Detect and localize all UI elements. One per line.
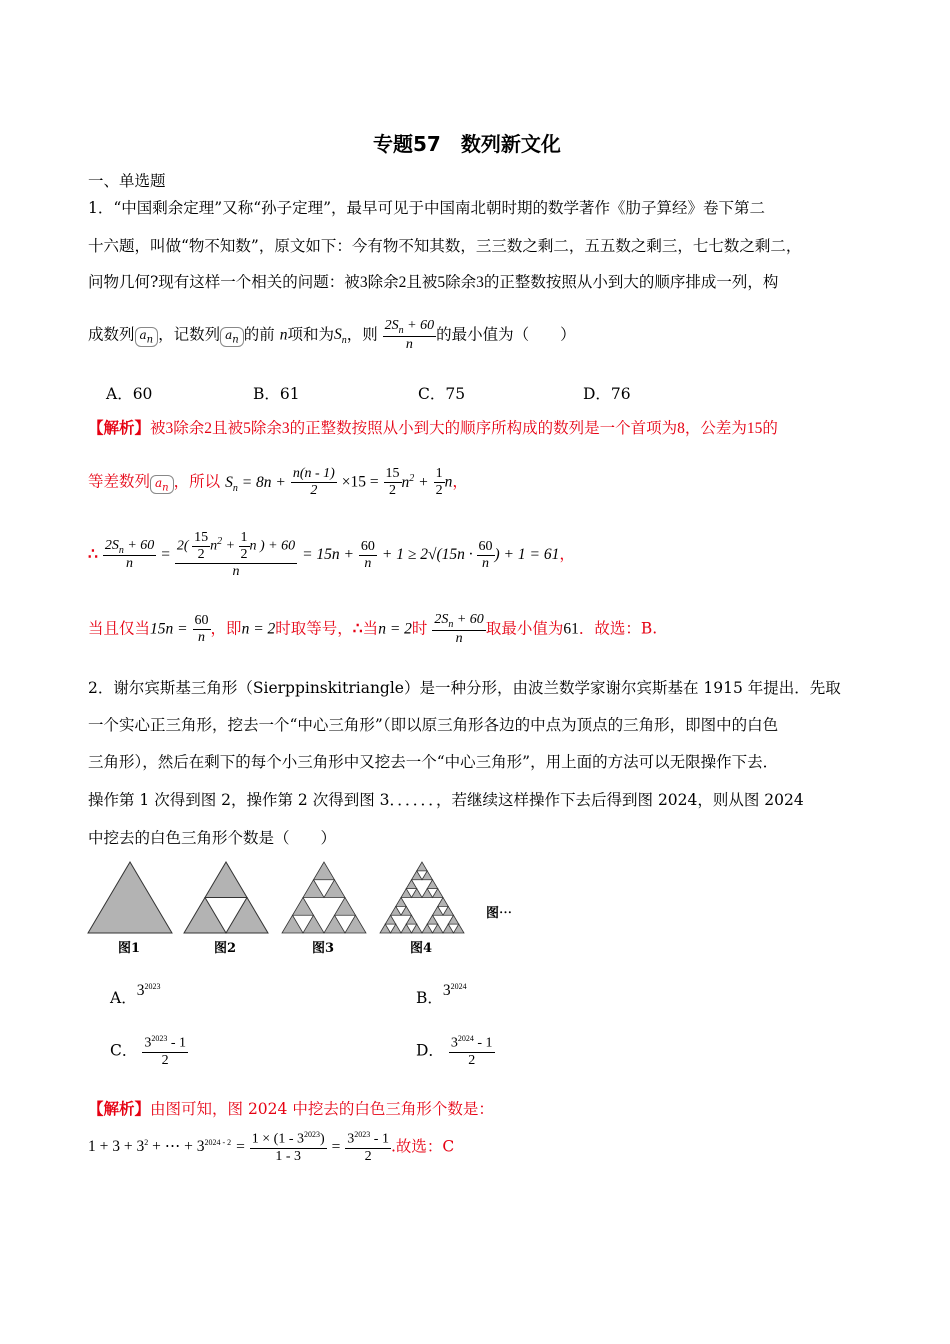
figure-label-1: 图1: [118, 941, 141, 956]
q2-option-c: C． $\frac{3^{2023} - 1}{2}$: [110, 1034, 186, 1068]
page-title: 专题57 数列新文化: [373, 132, 561, 156]
q2-line2: 一个实心正三角形，挖去一个“中心三角形”（即以原三角形各边的中点为顶点的三角形，即图中的白色: [88, 716, 779, 734]
q2-solution-line1: 【解析】由图可知，图 2024 中挖去的白色三角形个数是：: [88, 1099, 494, 1118]
q1-option-c: C．75: [418, 385, 466, 403]
section-heading: 一、单选题: [88, 172, 166, 190]
sierpinski-figure: [86, 858, 526, 958]
q2-line5: 中挖去的白色三角形个数是（ ）: [88, 829, 337, 847]
q1-line4: 成数列 $a_n$ ，记数列 $a_n$ 的前 n项和为$S_n$，则 $\frac{2S_n + 60}{n}$ 的最小值为（ ）: [88, 318, 576, 352]
q1-option-a: A．60: [106, 385, 153, 403]
figure-label-3: 图3: [312, 941, 335, 956]
q2-option-b: B．$3^{2024}$: [416, 981, 467, 1007]
q1-option-b: B．61: [253, 385, 300, 403]
q2-line4: 操作第 1 次得到图 2，操作第 2 次得到图 3．．．．．．，若继续这样操作下去后得到图 2024，则从图 2024: [88, 791, 804, 809]
figure-label-2: 图2: [214, 941, 237, 956]
q2-option-a: A．$3^{2023}$: [110, 981, 161, 1007]
q2-line1: 2．谢尔宾斯基三角形（Sierppinskitriangle）是一种分形，由波兰数学家谢尔宾斯基在 1915 年提出．先取: [88, 679, 841, 697]
q1-solution-line4: 当且仅当15n = $\frac{60}{n}$ ，即n = 2时取等号，∴当n = 2时 $\frac{2S_n + 60}{n}$ 取最小值为61．故选：B.: [88, 612, 658, 646]
sierpinski-fig2: [184, 862, 268, 933]
sierpinski-fig3: [282, 862, 366, 933]
q2-solution-formula: $1 + 3 + 3^2$ + ⋯ + $3^{2024 - 2}$ = $\frac{1 \times (1 - 3^{2023})}{1 - 3}$ = $\frac{3^{2023} - 1}{2}$ .故选：C: [88, 1130, 455, 1164]
q1-option-d: D．76: [583, 385, 631, 403]
q1-solution-line2: 等差数列 $a_n$ ，所以 $S_n = 8n$ + $\frac{n(n - 1)}{2}$ ×15 = $\frac{15}{2}$ $n^2$ + $\frac{1}{2}$ n，: [88, 466, 468, 498]
q1-line1: 1．“中国剩余定理”又称“孙子定理”，最早可见于中国南北朝时期的数学著作《肋子算经》卷下第二: [88, 199, 766, 217]
figure-label-more: 图⋯: [486, 906, 513, 921]
sierpinski-fig1: [88, 862, 172, 933]
q2-line3: 三角形），然后在剩下的每个小三角形中又挖去一个“中心三角形”，用上面的方法可以无限操作下去．: [88, 753, 779, 771]
q1-solution-line3: ∴ $\frac{2S_n + 60}{n}$ = 2( $\frac{15}{2}$ $n^2$ + $\frac{1}{2}$ n ) + 60 n = 15n + $\frac{60}{n}$ + 1 ≥ 2√(15n · $\frac{60}{n}$ ) + 1 = 61，: [88, 530, 575, 579]
figure-label-4: 图4: [410, 941, 433, 956]
q1-line2: 十六题，叫做“物不知数”，原文如下：今有物不知其数，三三数之剩二，五五数之剩三，七七数之剩二，: [88, 237, 802, 255]
q1-line3: 问物几何?现有这样一个相关的问题：被3除余2且被5除余3的正整数按照从小到大的顺序排成一列，构: [88, 273, 779, 291]
q1-solution-line1: 【解析】被3除余2且被5除余3的正整数按照从小到大的顺序所构成的数列是一个首项为8，公差为15的: [88, 418, 778, 437]
sierpinski-fig4: [380, 862, 464, 933]
q2-option-d: D． $\frac{3^{2024} - 1}{2}$: [416, 1034, 493, 1068]
